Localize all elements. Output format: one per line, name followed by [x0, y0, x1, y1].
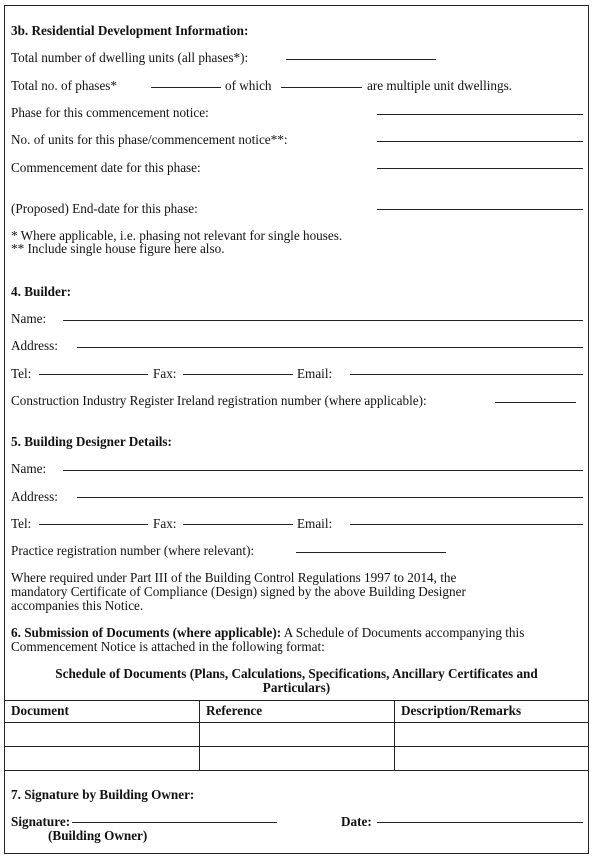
section-6-heading: 6. Submission of Documents (where applicable): — [11, 625, 282, 640]
builder-name-label: Name: — [11, 311, 47, 326]
table-bottom-border — [4, 770, 589, 771]
total-units-field[interactable] — [286, 59, 436, 60]
phase-notice-field[interactable] — [377, 114, 583, 115]
designer-tel-field[interactable] — [39, 524, 148, 525]
builder-address-label: Address: — [11, 338, 58, 353]
designer-para-line-1: Where required under Part III of the Building Control Regulations 1997 to 2014, the — [11, 570, 457, 585]
column-header-reference: Reference — [206, 703, 263, 718]
section-6-line-1 — [11, 626, 524, 640]
section-5-heading: 5. Building Designer Details: — [11, 434, 172, 449]
column-header-description: Description/Remarks — [401, 703, 522, 718]
builder-address-field[interactable] — [77, 347, 583, 348]
section-3b-heading: 3b. Residential Development Information: — [11, 23, 249, 38]
designer-fax-label: Fax: — [153, 516, 177, 531]
signature-field[interactable] — [72, 822, 277, 823]
cirl-field[interactable] — [495, 402, 576, 403]
schedule-title-line-2: Particulars) — [262, 680, 331, 695]
builder-email-field[interactable] — [350, 374, 583, 375]
builder-fax-label: Fax: — [153, 366, 177, 381]
table-cell-reference-2[interactable] — [200, 747, 393, 769]
table-cell-description-2[interactable] — [395, 747, 588, 769]
table-cell-description-1[interactable] — [395, 723, 588, 745]
designer-address-label: Address: — [11, 489, 58, 504]
total-units-label: Total number of dwelling units (all phases*): — [11, 50, 249, 65]
end-date-label: (Proposed) End-date for this phase: — [11, 201, 198, 216]
schedule-title-line-1: Schedule of Documents (Plans, Calculations, Specifications, Ancillary Certificates and — [55, 666, 538, 681]
designer-email-field[interactable] — [350, 524, 583, 525]
section-4-heading: 4. Builder: — [11, 284, 72, 299]
table-cell-document-2[interactable] — [5, 747, 198, 769]
building-owner-label: (Building Owner) — [48, 828, 148, 843]
commencement-date-label: Commencement date for this phase: — [11, 160, 201, 175]
builder-fax-field[interactable] — [183, 374, 293, 375]
section-6-text: A Schedule of Documents accompanying this — [283, 625, 525, 640]
designer-name-field[interactable] — [63, 470, 583, 471]
designer-email-label: Email: — [297, 516, 333, 531]
cirl-label: Construction Industry Register Ireland registration number (where applicable): — [11, 393, 427, 408]
designer-para-line-3: accompanies this Notice. — [11, 598, 144, 613]
builder-name-field[interactable] — [63, 320, 583, 321]
section-6-line-2: Commencement Notice is attached in the following format: — [11, 639, 325, 654]
designer-address-field[interactable] — [77, 497, 583, 498]
table-top-border — [4, 700, 589, 701]
table-cell-document-1[interactable] — [5, 723, 198, 745]
practice-registration-field[interactable] — [296, 552, 446, 553]
signature-label: Signature: — [11, 814, 71, 829]
of-which-label: of which — [225, 78, 272, 93]
multiple-units-label: are multiple unit dwellings. — [367, 78, 513, 93]
practice-registration-label: Practice registration number (where relevant): — [11, 543, 255, 558]
end-date-field[interactable] — [377, 209, 583, 210]
date-label: Date: — [341, 814, 372, 829]
designer-name-label: Name: — [11, 461, 47, 476]
total-phases-field[interactable] — [151, 87, 221, 88]
footnote-2: ** Include single house figure here also. — [11, 241, 225, 256]
units-phase-field[interactable] — [377, 141, 583, 142]
designer-tel-label: Tel: — [11, 516, 32, 531]
builder-tel-field[interactable] — [39, 374, 148, 375]
total-phases-label: Total no. of phases* — [11, 78, 118, 93]
builder-email-label: Email: — [297, 366, 333, 381]
designer-fax-field[interactable] — [183, 524, 293, 525]
section-7-heading: 7. Signature by Building Owner: — [11, 787, 195, 802]
multiple-units-field[interactable] — [281, 87, 362, 88]
designer-para-line-2: mandatory Certificate of Compliance (Design) signed by the above Building Designer — [11, 584, 466, 599]
footnote-1: * Where applicable, i.e. phasing not relevant for single houses. — [11, 228, 343, 243]
phase-notice-label: Phase for this commencement notice: — [11, 105, 209, 120]
builder-tel-label: Tel: — [11, 366, 32, 381]
commencement-date-field[interactable] — [377, 168, 583, 169]
table-cell-reference-1[interactable] — [200, 723, 393, 745]
date-field[interactable] — [377, 822, 583, 823]
units-phase-label: No. of units for this phase/commencement notice**: — [11, 132, 288, 147]
column-header-document: Document — [11, 703, 69, 718]
